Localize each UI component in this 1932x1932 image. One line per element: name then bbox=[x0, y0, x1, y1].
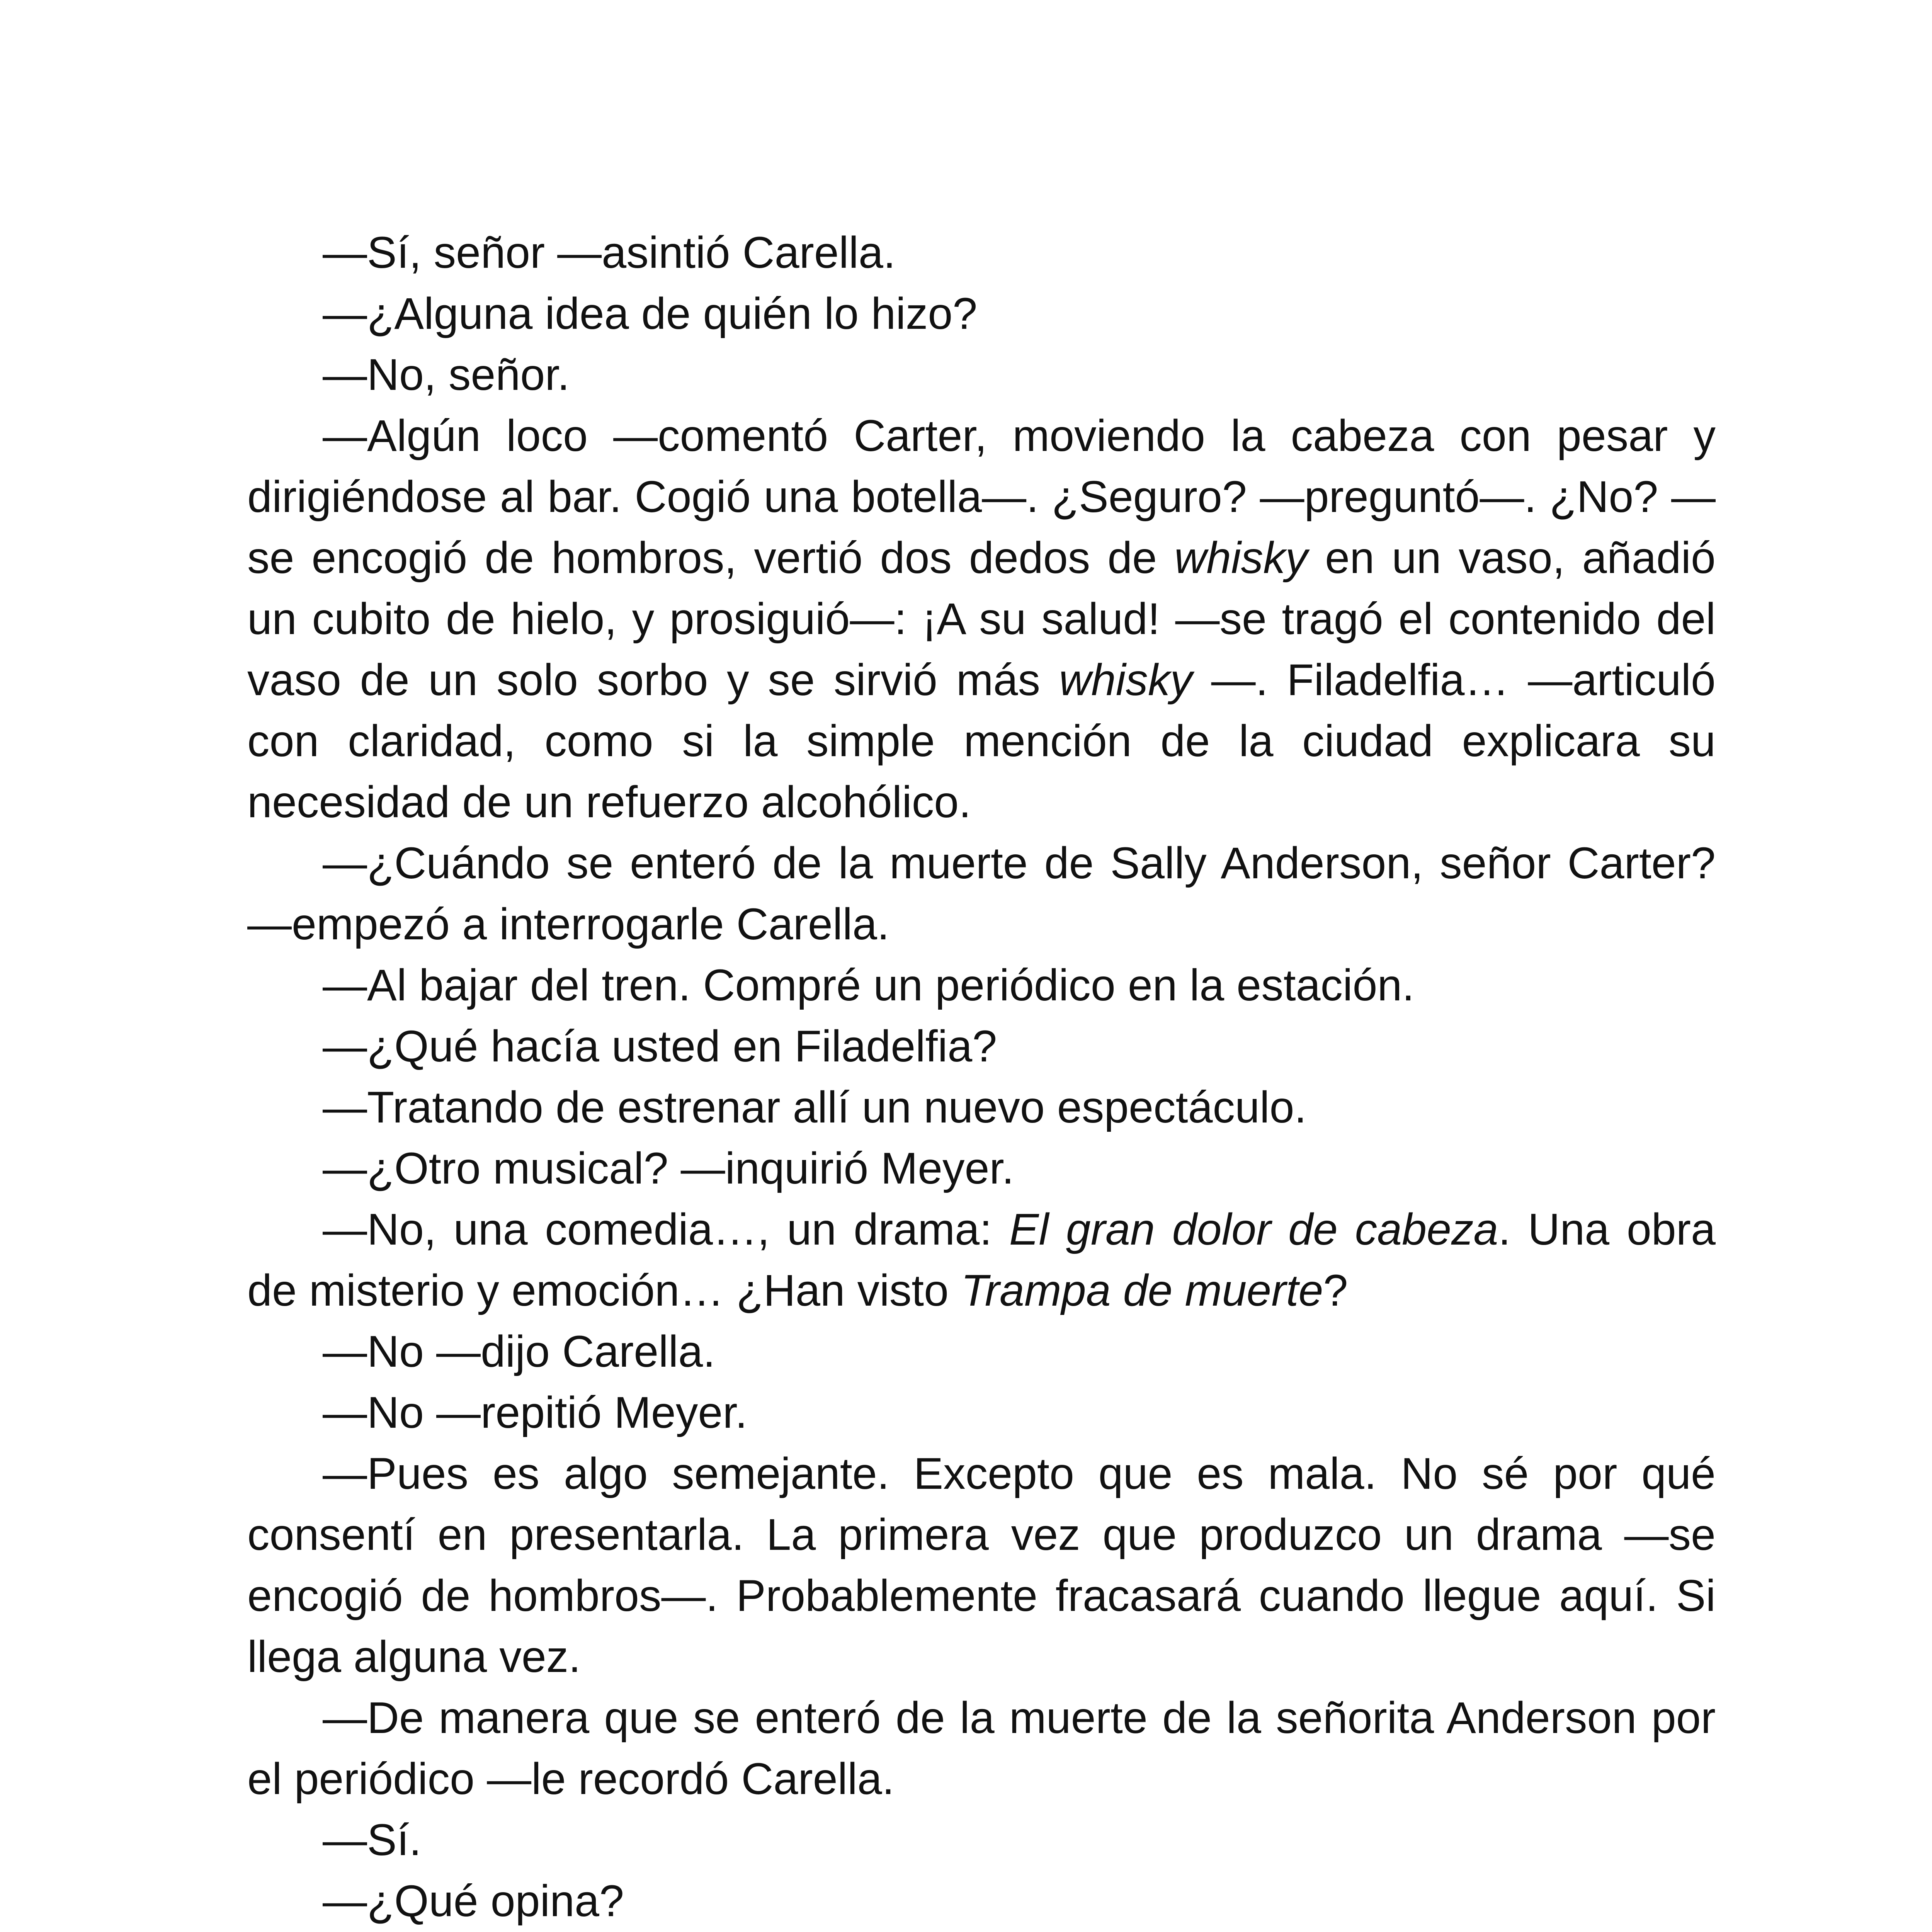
text-run: —Pues es algo semejante. Excepto que es mala. No sé por qué consentí en presentarla. La primera vez que produzco un drama —se encogió de hombros—. Probablemente fracasará cuando llegue aquí. Si llega alguna vez. bbox=[247, 1449, 1716, 1682]
text-run: —De manera que se enteró de la muerte de la señorita Anderson por el periódico —le recordó Carella. bbox=[247, 1693, 1716, 1804]
text-run: —¿Alguna idea de quién lo hizo? bbox=[323, 289, 978, 338]
italic-text: Trampa de muerte bbox=[961, 1266, 1323, 1315]
paragraph bbox=[247, 1443, 1716, 1687]
text-run: —Tratando de estrenar allí un nuevo espectáculo. bbox=[323, 1083, 1307, 1132]
text-run: —Sí. bbox=[323, 1815, 422, 1865]
text-run: —No, señor. bbox=[323, 350, 570, 400]
text-run: —¿Cuándo se enteró de la muerte de Sally Anderson, señor Carter? —empezó a interrogarle Carella. bbox=[247, 838, 1716, 949]
text-run: . Una obra de misterio y emoción… ¿Han visto bbox=[247, 1205, 1716, 1315]
italic-text: whisky bbox=[1174, 533, 1308, 583]
body-text bbox=[247, 222, 1716, 1932]
text-run: ? bbox=[1323, 1266, 1348, 1315]
paragraph bbox=[247, 1382, 1716, 1443]
text-run: —¿Otro musical? —inquirió Meyer. bbox=[323, 1144, 1014, 1193]
paragraph bbox=[247, 1138, 1716, 1199]
text-run: —Algún loco —comentó Carter, moviendo la cabeza con pesar y dirigiéndose al bar. Cogió una botella—. ¿Seguro? —preguntó—. ¿No? —se encogió de hombros, vertió dos dedos de bbox=[247, 411, 1716, 583]
paragraph bbox=[247, 344, 1716, 405]
paragraph bbox=[247, 222, 1716, 283]
paragraph bbox=[247, 1687, 1716, 1810]
italic-text: El gran dolor de cabeza bbox=[1009, 1205, 1498, 1254]
paragraph bbox=[247, 833, 1716, 955]
paragraph bbox=[247, 283, 1716, 344]
italic-text: whisky bbox=[1059, 655, 1192, 705]
text-run: —No —repitió Meyer. bbox=[323, 1388, 748, 1437]
text-run: —¿Qué hacía usted en Filadelfia? bbox=[323, 1022, 997, 1071]
paragraph bbox=[247, 1871, 1716, 1932]
text-run: —No —dijo Carella. bbox=[323, 1327, 716, 1376]
paragraph bbox=[247, 1016, 1716, 1077]
text-run: en un vaso, añadió un cubito de hielo, y prosiguió—: ¡A su salud! —se tragó el contenido del vaso de un solo sorbo y se sirvió más bbox=[247, 533, 1716, 705]
paragraph bbox=[247, 1810, 1716, 1871]
paragraph bbox=[247, 1321, 1716, 1382]
text-run: —No, una comedia…, un drama: bbox=[323, 1205, 1009, 1254]
text-run: —. Filadelfia… —articuló con claridad, como si la simple mención de la ciudad explicara su necesidad de un refuerzo alcohólico. bbox=[247, 655, 1716, 827]
text-run: —Sí, señor —asintió Carella. bbox=[323, 228, 896, 277]
paragraph bbox=[247, 1077, 1716, 1138]
paragraph bbox=[247, 955, 1716, 1016]
text-run: —¿Qué opina? bbox=[323, 1876, 624, 1926]
text-run: —Al bajar del tren. Compré un periódico en la estación. bbox=[323, 961, 1415, 1010]
paragraph bbox=[247, 1199, 1716, 1321]
paragraph bbox=[247, 405, 1716, 833]
